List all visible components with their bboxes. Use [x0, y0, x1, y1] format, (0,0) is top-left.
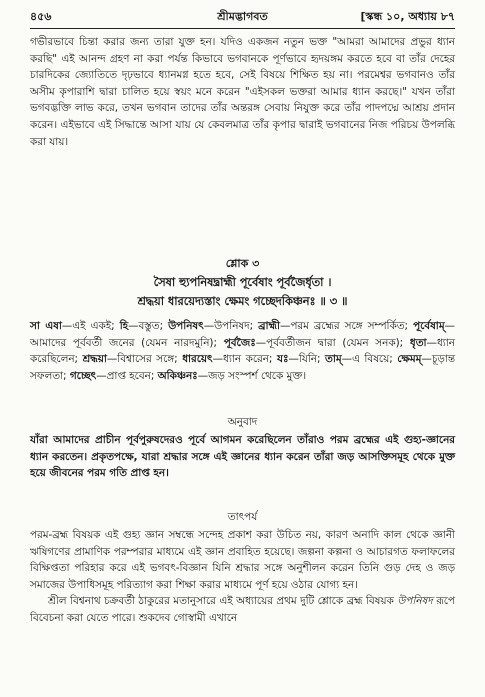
synonym-meaning: —যিনি; [288, 353, 326, 366]
verse-line-2: শ্রদ্ধয়া ধারয়েদ্যস্তাং ক্ষেমং গচ্ছেদকিঞ্চনঃ ॥ ৩ ॥ [137, 295, 348, 308]
synonym-meaning: —বিশ্বাসের সঙ্গে; [106, 353, 183, 366]
synonym-meaning: —বস্তুত; [128, 320, 169, 332]
synonym-meaning: —ধ্যান করেন; [212, 353, 277, 366]
intro-paragraph: গভীরভাবে চিন্তা করার জন্য তারা যুক্ত হন। যদিও একজন নতুন ভক্ত "আমরা আমাদের প্রভুর ধ্যান করছি" এই আনন্দ গ্রহণ না করা পর্যন্ত কিভাবে ভগবানকে পূর্ণভাবে হৃদয়ঙ্গম করতে হবে বা তাঁর দেহের চারদিকের জ্যোতিতে দৃঢ়ভাবে ধ্যানমগ্ন হতে হবে, সেই বিষয়ে শিক্ষিত হয় না। পরমেশ্বর ভগবানও তাঁর অসীম কৃপারাশি দ্বারা চালিত হয়ে স্বয়ং মনে করেন "এইসকল ভক্তরা আমার ধ্যান করছে।" যখন তাঁরা ভগবদ্ভক্তি লাভ করে, তখন ভগবান তাদের তাঁর অন্তরঙ্গ সেবায় নিযুক্ত করে তাঁর পাদপদ্মে আশ্রয় প্রদান করেন। এইভাবে এই সিদ্ধান্তে আসা যায় যে কেবলমাত্র তাঁর কৃপার দ্বারাই ভগবানের নিজ পরিচয় উপলব্ধি করা যায়। [30, 36, 455, 148]
synonym-word: শ্রদ্ধয়া [82, 353, 107, 366]
synonym-word: ব্রাহ্মী [258, 320, 280, 332]
purport-paragraph-2-start: শ্রীল বিশ্বনাথ চক্রবর্তী ঠাকুরের মতানুসারে এই অধ্যায়ের প্রথম দুটি শ্লোকে ব্রহ্ম বিষয়ক [48, 595, 398, 608]
book-title: শ্রীমদ্ভাগবত [217, 10, 268, 23]
verse-line-1: সৈষা হ্যুপনিষদ্ব্রাহ্মী পূর্বেষাং পূর্বজৈর্ধৃতা । [153, 276, 332, 289]
synonym-word: গচ্ছেৎ [69, 369, 97, 382]
synonym-word: হি [119, 320, 129, 332]
header-divider [30, 28, 455, 29]
synonym-meaning: —চূড়ান্ত সফলতা; [30, 353, 456, 382]
synonym-word: পূর্বজৈঃ [223, 336, 256, 349]
upanishad-term: উপনিষদ [397, 595, 433, 608]
chapter-reference: [স্কন্ধ ১০, অধ্যায় ৮৭ [360, 10, 455, 23]
synonym-word: সা এষা [30, 320, 62, 332]
synonym-meaning: —পূর্ববর্তীজন দ্বারা (যেমন সনক); [255, 336, 410, 349]
synonyms-paragraph [30, 318, 455, 384]
synonym-word: তাম্ [325, 353, 342, 366]
synonym-meaning: —পরম ব্রহ্মের সঙ্গে সম্পর্কিত; [279, 320, 414, 332]
synonym-meaning: —প্রাপ্ত হবেন; [96, 369, 158, 382]
translation-text: যাঁরা আমাদের প্রাচীন পূর্বপুরুষদেরও পূর্বে আগমন করেছিলেন তাঁরাও পরম ব্রহ্মের এই গুহ্য-জ্ঞানের ধ্যান করতেন। প্রকৃতপক্ষে, যারা শ্রদ্ধার সঙ্গে এই জ্ঞানের ধ্যান করেন তাঁরা জড় আসক্তিসমূহ থেকে মুক্ত হয়ে জীবনের পরম গতি প্রাপ্ত হন। [30, 434, 455, 480]
synonym-meaning: —এ বিষয়ে; [341, 353, 398, 366]
synonym-word: উপনিষৎ [168, 320, 204, 332]
translation-heading: অনুবাদ [227, 416, 258, 428]
purport-heading: তাৎপর্য [227, 511, 258, 523]
purport-paragraph-2-end: রূপে বিবেচনা করা যেতে পারে। শুকদেব গোস্বামী এখানে [30, 595, 455, 624]
purport-paragraph-2 [30, 593, 455, 626]
synonym-word: ধৃতা [409, 336, 427, 349]
synonym-meaning: —এই একই; [61, 320, 120, 332]
purport-paragraph-1: পরম-ব্রহ্ম বিষয়ক এই গুহ্য জ্ঞান সম্বন্ধে সন্দেহ প্রকাশ করা উচিত নয়, কারণ অনাদি কাল থেকে জ্ঞানী ঋষিগণের প্রামাণিক পরম্পরার মাধ্যমে এই জ্ঞান প্রবাহিত হয়েছে। জল্পনা কল্পনা ও আচারগত ফলাফলের বিক্ষিপ্ততা পরিহার করে এই ভগবৎ-বিজ্ঞান যিনি শ্রদ্ধার সঙ্গে অনুশীলন করেন তিনি গুড় দেহ ও জড় সমাজের উপাধিসমূহ পরিত্যাগ করা শিক্ষা করার মাধ্যমে পূর্ণ হয়ে ওঠার যোগ্য হন। [30, 529, 455, 591]
synonym-word: অকিঞ্চনঃ [157, 369, 198, 382]
synonym-word: ধারয়েৎ [182, 353, 213, 366]
synonym-word: ক্ষেমম্ [397, 353, 422, 366]
synonym-word: যঃ [276, 353, 289, 366]
sloka-heading: শ্লোক ৩ [225, 257, 260, 270]
synonym-meaning: —আমাদের পূর্ববর্তী জনের (যেমন নারদমুনি); [30, 320, 455, 349]
synonym-meaning: —জড় সংস্পর্শ থেকে মুক্ত। [197, 369, 307, 382]
page-number: ৪৫৬ [30, 10, 52, 23]
purport-body [30, 527, 455, 627]
page-header [30, 8, 455, 26]
synonym-meaning: —উপনিষদ; [203, 320, 259, 332]
synonym-word: পূর্বেষাম্ [413, 320, 445, 332]
synonym-meaning: —ধ্যান করেছিলেন; [30, 336, 455, 366]
